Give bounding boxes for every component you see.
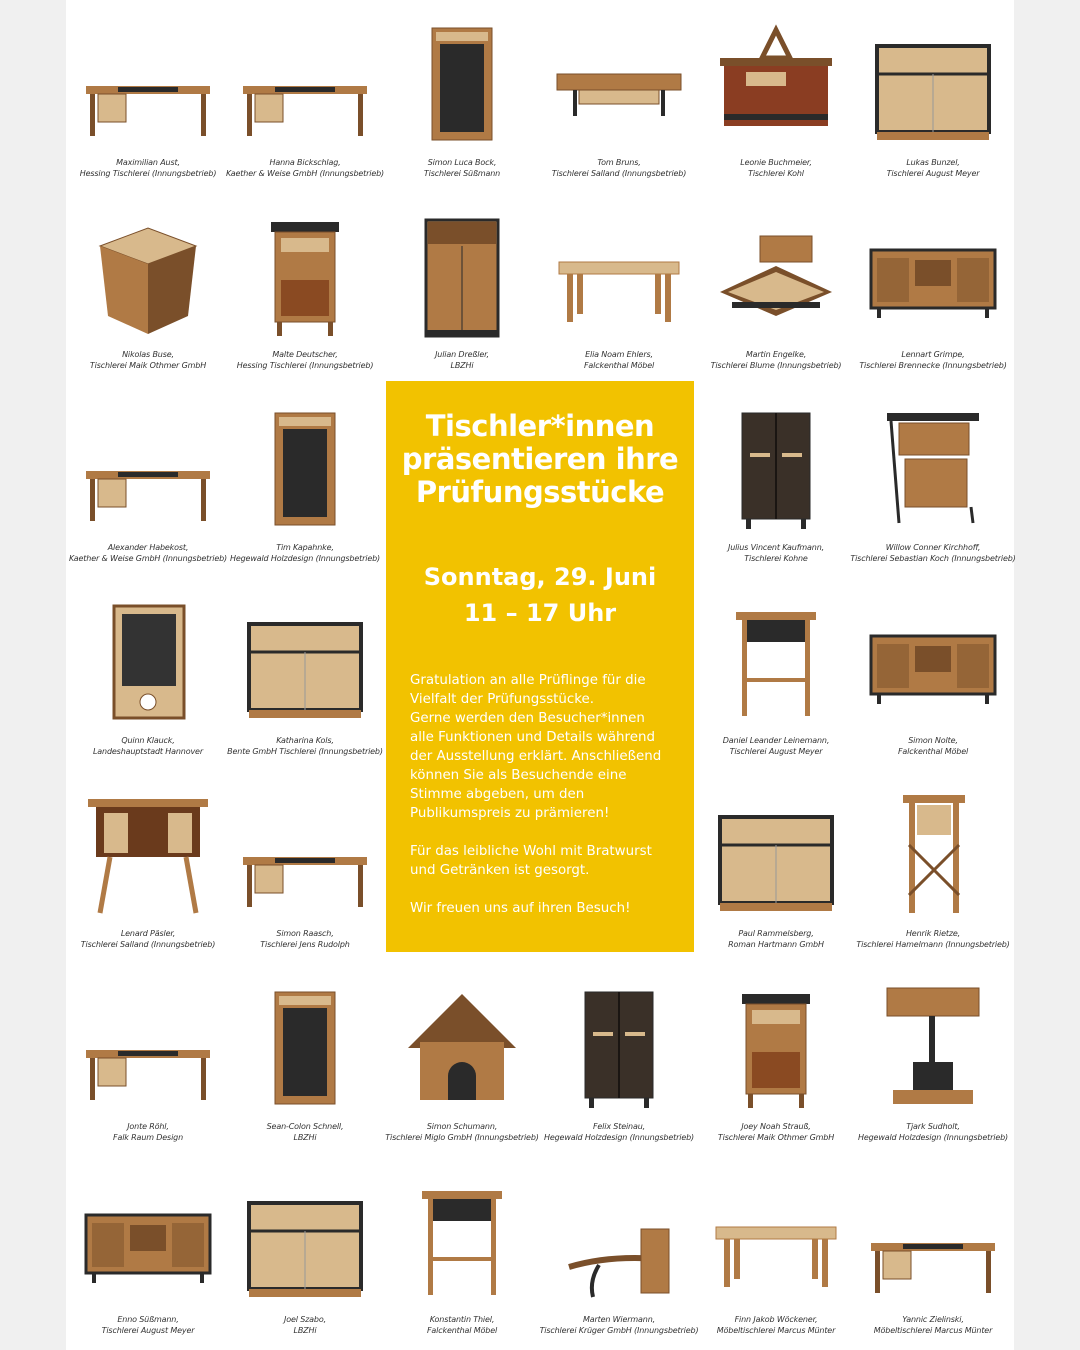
bed-icon: [706, 206, 846, 346]
exhibit-card: [855, 4, 1011, 196]
company-name: Tischlerei Blume (Innungsbetrieb): [710, 361, 842, 370]
company-name: Kaether & Weise GmbH (Innungsbetrieb): [225, 169, 385, 178]
apprentice-name: Nikolas Buse,: [122, 350, 174, 359]
table-icon: [549, 206, 689, 346]
exhibit-card: [698, 582, 854, 774]
exhibit-card: [227, 775, 383, 967]
event-time: 11 – 17 Uhr: [463, 599, 617, 627]
apprentice-name: Simon Raasch,: [276, 929, 334, 938]
sideboard-icon: [235, 592, 375, 732]
exhibit-card: [698, 775, 854, 967]
exhibit-card: [698, 389, 854, 581]
apprentice-name: Sean-Colon Schnell,: [266, 1122, 344, 1131]
company-name: Kaether & Weise GmbH (Innungsbetrieb): [68, 554, 228, 563]
apprentice-name: Tom Bruns,: [597, 158, 641, 167]
apprentice-name: Quinn Klauck,: [121, 736, 175, 745]
exhibit-card: [541, 968, 697, 1160]
desk-icon: [235, 785, 375, 925]
wardrobe-icon: [706, 399, 846, 539]
company-name: Tischlerei Hamelmann (Innungsbetrieb): [856, 940, 1010, 949]
company-name: Tischlerei Maik Othmer GmbH: [89, 361, 207, 370]
cabinet-icon: [392, 14, 532, 154]
exhibit-card: [227, 582, 383, 774]
company-name: Tischlerei Maik Othmer GmbH: [717, 1133, 835, 1142]
lowboard-icon: [78, 1171, 218, 1311]
exhibit-card: [227, 196, 383, 388]
exhibit-caption: [213, 928, 397, 950]
company-name: Hegewald Holzdesign (Innungsbetrieb): [857, 1133, 1009, 1142]
exhibit-caption: [841, 1121, 1025, 1143]
apprentice-name: Simon Luca Bock,: [427, 158, 497, 167]
apprentice-name: Willow Conner Kirchhoff,: [885, 543, 981, 552]
company-name: Tischlerei Krüger GmbH (Innungsbetrieb): [539, 1326, 699, 1335]
apprentice-name: Tjark Sudholt,: [906, 1122, 960, 1131]
exhibit-card: [850, 389, 1016, 581]
exhibit-caption: [213, 735, 397, 757]
apprentice-name: Yannic Zielinski,: [902, 1315, 964, 1324]
company-name: Tischlerei Kohne: [744, 554, 808, 563]
dog-house-icon: [392, 978, 532, 1118]
cart-icon: [706, 14, 846, 154]
exhibit-caption: [841, 928, 1025, 950]
exhibit-card: [70, 4, 226, 196]
promo-title-line: Prüfungsstücke: [415, 475, 665, 509]
promo-line: können Sie als Besuchende eine: [410, 768, 627, 783]
apprentice-name: Konstantin Thiel,: [429, 1315, 495, 1324]
stand-icon: [863, 978, 1003, 1118]
company-name: Tischlerei Salland (Innungsbetrieb): [80, 940, 216, 949]
exhibit-card: [70, 775, 226, 967]
side-table-icon: [392, 1171, 532, 1311]
apprentice-name: Felix Steinau,: [592, 1122, 646, 1131]
lowboard-icon: [863, 206, 1003, 346]
exhibit-card: [70, 196, 226, 388]
drawer-stand-icon: [863, 399, 1003, 539]
company-name: Roman Hartmann GmbH: [728, 940, 824, 949]
bench-icon: [549, 14, 689, 154]
promo-line: Für das leibliche Wohl mit Bratwurst: [410, 844, 652, 859]
apprentice-name: Simon Schumann,: [426, 1122, 498, 1131]
company-name: Tischlerei Salland (Innungsbetrieb): [551, 169, 687, 178]
event-day: Sonntag, 29. Juni: [423, 563, 657, 591]
company-name: Bente GmbH Tischlerei (Innungsbetrieb): [227, 747, 383, 756]
company-name: LBZHi: [450, 361, 474, 370]
exhibit-caption: [213, 542, 397, 564]
sideboard-icon: [863, 14, 1003, 154]
cupboard-icon: [392, 206, 532, 346]
company-name: Falk Raum Design: [113, 1133, 183, 1142]
exhibit-card: [698, 1161, 854, 1350]
promo-paragraph: [410, 842, 674, 880]
company-name: Tischlerei Süßmann: [423, 169, 501, 178]
apprentice-name: Martin Engelke,: [745, 350, 807, 359]
company-name: Tischlerei August Meyer: [886, 169, 980, 178]
desk-icon: [78, 14, 218, 154]
exhibit-card: [855, 582, 1011, 774]
apprentice-name: Henrik Rietze,: [905, 929, 961, 938]
apprentice-name: Lukas Bunzel,: [906, 158, 960, 167]
exhibit-card: [855, 968, 1011, 1160]
exhibit-caption: [841, 735, 1025, 757]
promo-paragraph: [410, 671, 674, 823]
exhibit-card: [70, 582, 226, 774]
company-name: Falckenthal Möbel: [583, 361, 655, 370]
company-name: Tischlerei Jens Rudolph: [260, 940, 350, 949]
company-name: Möbeltischlerei Marcus Münter: [873, 1326, 993, 1335]
side-table-icon: [706, 592, 846, 732]
promo-title-line: Tischler*innen: [425, 409, 655, 443]
promo-line: und Getränken ist gesorgt.: [410, 863, 590, 878]
promo-line: alle Funktionen und Details während: [410, 730, 655, 745]
exhibit-card: [384, 4, 540, 196]
cabinet-icon: [235, 399, 375, 539]
promo-line: Wir freuen uns auf ihren Besuch!: [410, 901, 631, 916]
company-name: Hessing Tischlerei (Innungsbetrieb): [79, 169, 217, 178]
shelf-stand-icon: [549, 1171, 689, 1311]
company-name: Tischlerei Sebastian Koch (Innungsbetrieb): [850, 554, 1016, 563]
desk-icon: [78, 399, 218, 539]
apprentice-name: Finn Jakob Wöckener,: [734, 1315, 818, 1324]
apprentice-name: Malte Deutscher,: [272, 350, 338, 359]
promo-line: Gerne werden den Besucher*innen: [410, 711, 645, 726]
promo-body: [386, 671, 694, 918]
promo-line: der Ausstellung erklärt. Anschließend: [410, 749, 662, 764]
promo-line: Publikumspreis zu prämieren!: [410, 806, 610, 821]
sideboard-icon: [235, 1171, 375, 1311]
apprentice-name: Lenard Päsler,: [120, 929, 176, 938]
apprentice-name: Elia Noam Ehlers,: [585, 350, 653, 359]
cabinet-icon: [235, 978, 375, 1118]
company-name: Hegewald Holzdesign (Innungsbetrieb): [229, 554, 381, 563]
exhibit-caption: [841, 542, 1025, 564]
company-name: Falckenthal Möbel: [426, 1326, 498, 1335]
apprentice-name: Jonte Röhl,: [127, 1122, 169, 1131]
apprentice-name: Alexander Habekost,: [107, 543, 189, 552]
exhibit-card: [384, 1161, 540, 1350]
company-name: Falckenthal Möbel: [897, 747, 969, 756]
shelf-table-icon: [78, 785, 218, 925]
company-name: Tischlerei Brennecke (Innungsbetrieb): [859, 361, 1007, 370]
company-name: Tischlerei August Meyer: [101, 1326, 195, 1335]
desk-icon: [863, 1171, 1003, 1311]
exhibit-card: [227, 389, 383, 581]
apprentice-name: Tim Kapahnke,: [276, 543, 334, 552]
exhibit-card: [227, 1161, 383, 1350]
wine-rack-icon: [863, 785, 1003, 925]
exhibit-caption: [841, 349, 1025, 371]
cube-icon: [78, 206, 218, 346]
event-date: [386, 559, 694, 631]
apprentice-name: Marten Wiermann,: [582, 1315, 656, 1324]
table-icon: [706, 1171, 846, 1311]
lowboard-icon: [863, 592, 1003, 732]
apprentice-name: Paul Rammelsberg,: [738, 929, 814, 938]
apprentice-name: Julian Dreßler,: [435, 350, 489, 359]
company-name: Landeshauptstadt Hannover: [93, 747, 203, 756]
company-name: Hessing Tischlerei (Innungsbetrieb): [236, 361, 374, 370]
exhibit-card: [541, 4, 697, 196]
exhibit-card: [698, 968, 854, 1160]
exhibit-card: [855, 1161, 1011, 1350]
exhibit-card: [384, 196, 540, 388]
apprentice-name: Lennart Grimpe,: [901, 350, 965, 359]
sideboard-icon: [706, 785, 846, 925]
promo-line: Gratulation an alle Prüflinge für die: [410, 673, 646, 688]
promo-line: Vielfalt der Prüfungsstücke.: [410, 692, 595, 707]
apprentice-name: Enno Süßmann,: [117, 1315, 179, 1324]
apprentice-name: Maximilian Aust,: [116, 158, 180, 167]
company-name: LBZHi: [293, 1133, 317, 1142]
apprentice-name: Katharina Kols,: [276, 736, 334, 745]
exhibit-card: [227, 968, 383, 1160]
promo-title: [386, 410, 694, 509]
exhibit-card: [541, 1161, 697, 1350]
company-name: Möbeltischlerei Marcus Münter: [716, 1326, 836, 1335]
apprentice-name: Simon Nolte,: [908, 736, 958, 745]
exhibit-card: [384, 968, 540, 1160]
apprentice-name: Daniel Leander Leinemann,: [722, 736, 830, 745]
exhibit-card: [70, 968, 226, 1160]
promo-title-line: präsentieren ihre: [401, 442, 679, 476]
company-name: Hegewald Holzdesign (Innungsbetrieb): [543, 1133, 695, 1142]
exhibit-card: [855, 196, 1011, 388]
apprentice-name: Joey Noah Strauß,: [741, 1122, 811, 1131]
exhibit-caption: [841, 157, 1025, 179]
nightstand-icon: [235, 206, 375, 346]
promo-line: Stimme abgeben, um den: [410, 787, 585, 802]
company-name: Tischlerei August Meyer: [729, 747, 823, 756]
apprentice-name: Leonie Buchmeier,: [740, 158, 812, 167]
exhibit-card: [70, 389, 226, 581]
vitrine-icon: [78, 592, 218, 732]
desk-icon: [78, 978, 218, 1118]
apprentice-name: Hanna Bickschlag,: [269, 158, 341, 167]
company-name: Tischlerei Kohl: [748, 169, 804, 178]
promo-paragraph: [410, 899, 674, 918]
wardrobe-icon: [549, 978, 689, 1118]
apprentice-name: Joel Szabo,: [284, 1315, 326, 1324]
company-name: LBZHi: [293, 1326, 317, 1335]
company-name: Tischlerei Miglo GmbH (Innungsbetrieb): [385, 1133, 539, 1142]
exhibit-caption: [841, 1314, 1025, 1336]
exhibit-card: [855, 775, 1011, 967]
exhibit-card: [698, 4, 854, 196]
exhibit-card: [70, 1161, 226, 1350]
nightstand-icon: [706, 978, 846, 1118]
exhibit-card: [227, 4, 383, 196]
apprentice-name: Julius Vincent Kaufmann,: [727, 543, 825, 552]
exhibit-card: [698, 196, 854, 388]
exhibit-card: [541, 196, 697, 388]
desk-icon: [235, 14, 375, 154]
promo-box: [386, 381, 694, 952]
